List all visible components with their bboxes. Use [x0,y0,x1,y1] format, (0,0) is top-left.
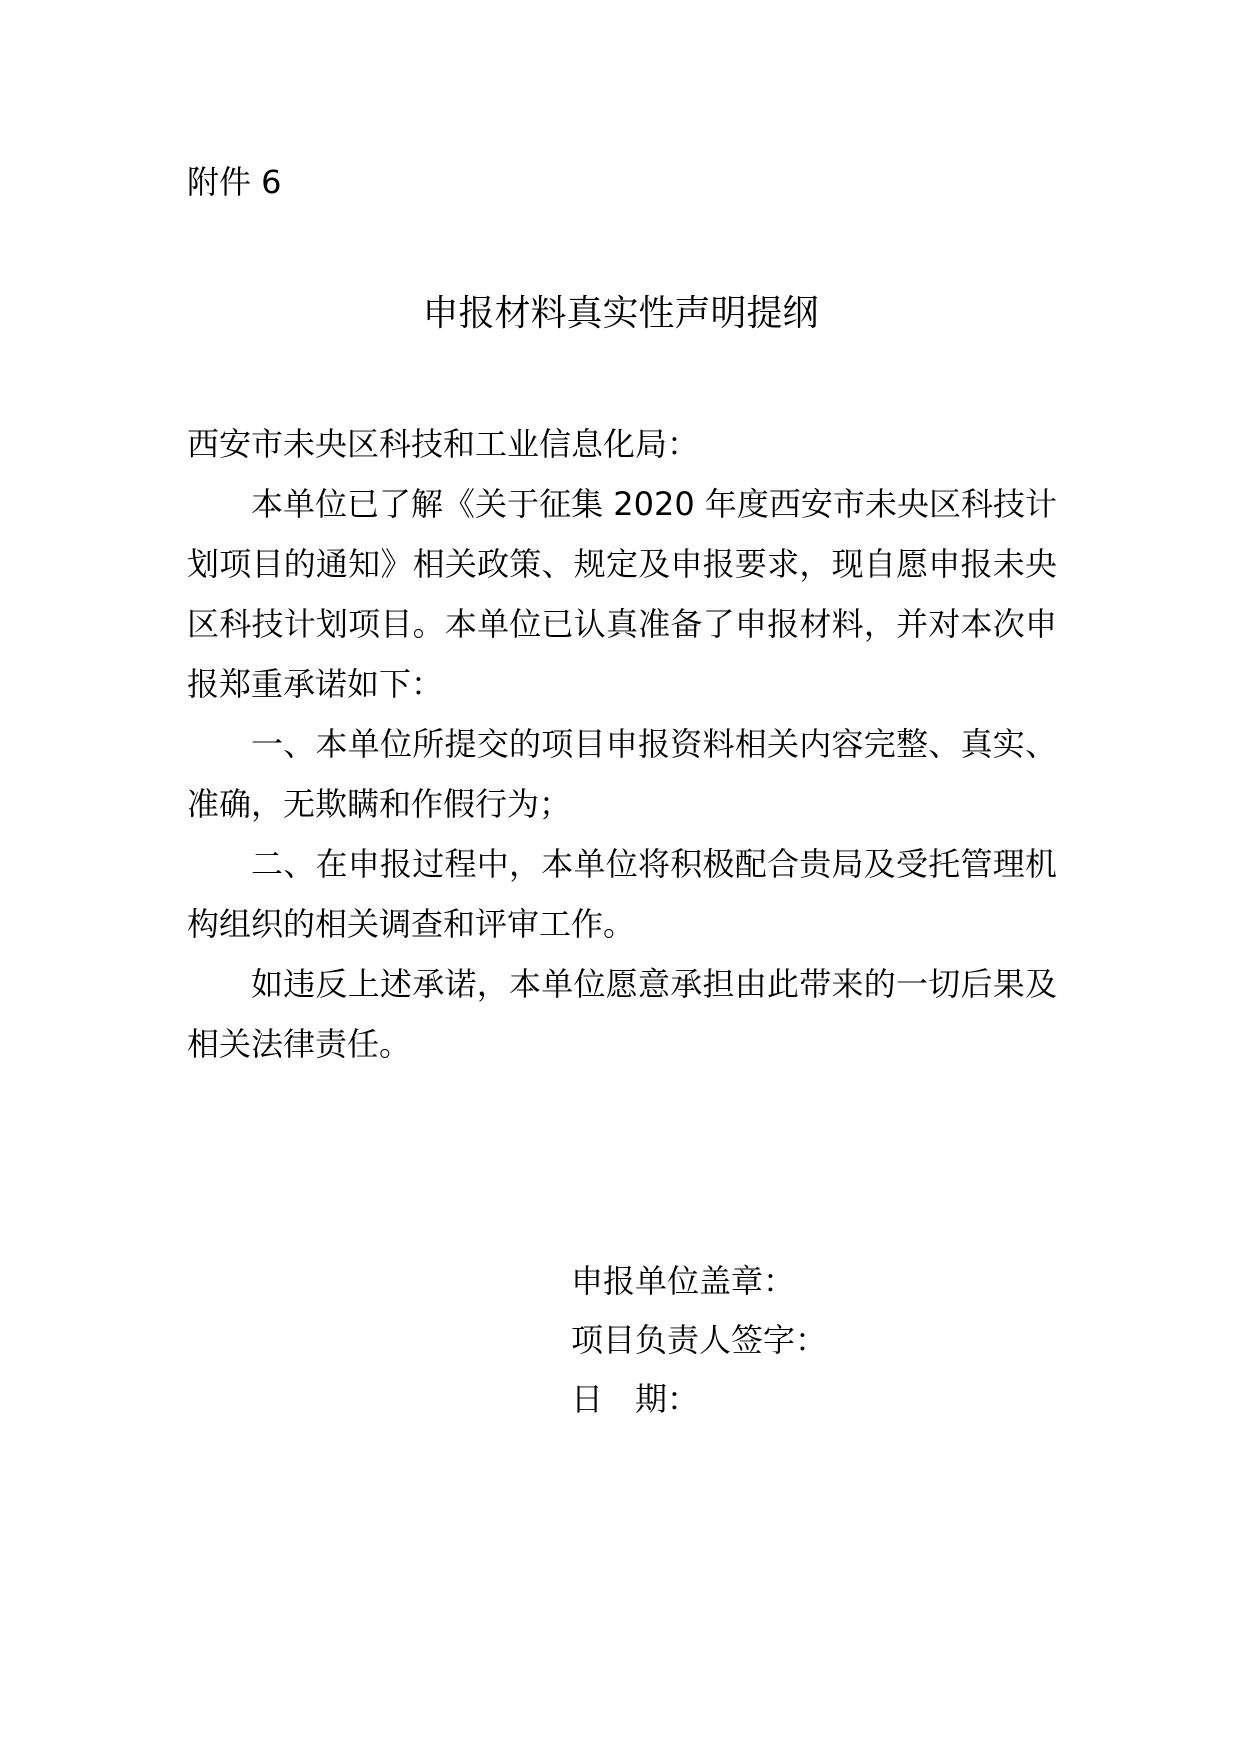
document-body [187,414,1057,1074]
signature-block [571,1252,1091,1429]
date-label: 日 期： [571,1380,700,1418]
salutation: 西安市未央区科技和工业信息化局： [187,425,700,463]
document-title: 申报材料真实性声明提纲 [422,293,819,334]
paragraph-commitment-2: 二、在申报过程中，本单位将积极配合贵局及受托管理机构组织的相关调查和评审工作。 [187,845,1057,943]
paragraph-commitment-1: 一、本单位所提交的项目申报资料相关内容完整、真实、准确，无欺瞒和作假行为； [187,725,1057,823]
seal-label: 申报单位盖章： [571,1262,796,1300]
signer-label: 项目负责人签字： [571,1321,828,1359]
paragraph-intro: 本单位已了解《关于征集 2020 年度西安市未央区科技计划项目的通知》相关政策、规定及申报要求，现自愿申报未央区科技计划项目。本单位已认真准备了申报材料，并对本次申报郑重承诺如下： [187,485,1057,703]
paragraph-liability: 如违反上述承诺，本单位愿意承担由此带来的一切后果及相关法律责任。 [187,965,1057,1063]
attachment-label: 附件 6 [187,163,282,201]
